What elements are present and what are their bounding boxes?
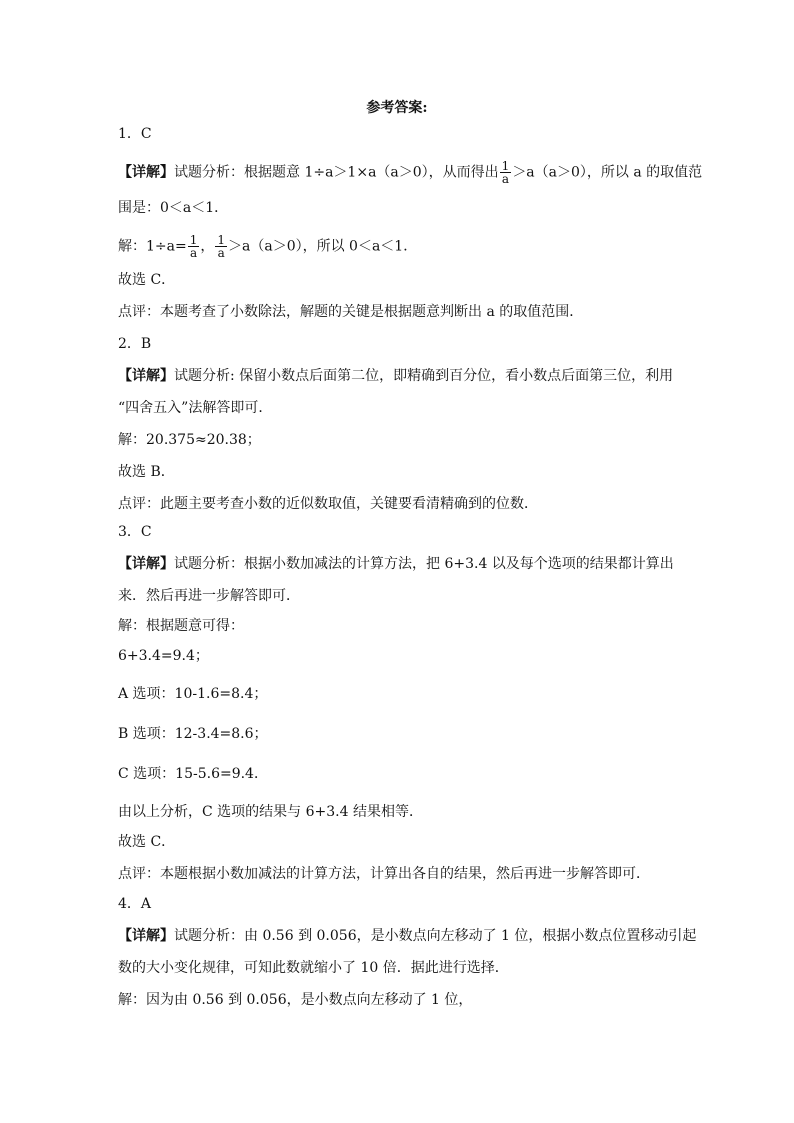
q1-detail-text-b: ＞a（a＞0），所以 a 的取值范 xyxy=(512,164,703,181)
q3-head: 3．C xyxy=(118,524,152,540)
q2-comment: 点评：此题主要考查小数的近似数取值，关键要看清精确到的位数． xyxy=(118,496,538,512)
q2-solution: 解：20.375≈20.38； xyxy=(118,432,261,448)
q2-detail-line1: 【详解】试题分析: 保留小数点后面第二位，即精确到百分位，看小数点后面第三位，利用 xyxy=(118,368,674,384)
q1-choose: 故选 C． xyxy=(118,272,176,288)
q3-analysis: 由以上分析，C 选项的结果与 6+3.4 结果相等． xyxy=(118,804,423,820)
q2-choose: 故选 B． xyxy=(118,464,175,480)
detail-tag: 【详解】 xyxy=(118,164,174,181)
q4-solution: 解：因为由 0.56 到 0.056，是小数点向左移动了 1 位， xyxy=(118,992,473,1008)
q4-detail-line2: 数的大小变化规律，可知此数就缩小了 10 倍．据此进行选择． xyxy=(118,960,509,976)
q3-detail-line2: 来．然后再进一步解答即可． xyxy=(118,588,300,604)
q3-option-b: B 选项：12-3.4=8.6； xyxy=(118,726,268,742)
q3-comment: 点评：本题根据小数加减法的计算方法，计算出各自的结果，然后再进一步解答即可． xyxy=(118,866,650,882)
detail-tag: 【详解】 xyxy=(118,928,174,944)
q1-solution: 解：1÷a= $\frac{1}{a}$ ， $\frac{1}{a}$ ＞a（a＞0），所以 0＜a＜1． xyxy=(118,233,418,260)
detail-tag: 【详解】 xyxy=(118,368,174,384)
q1-detail-text-a: 试题分析：根据题意 1÷a＞1×a（a＞0），从而得出 xyxy=(174,164,499,181)
q1-comment: 点评：本题考查了小数除法，解题的关键是根据题意判断出 a 的取值范围． xyxy=(118,304,584,320)
q3-option-a: A 选项：10-1.6=8.4； xyxy=(118,686,268,702)
detail-tag: 【详解】 xyxy=(118,556,174,572)
q3-choose: 故选 C． xyxy=(118,834,176,850)
q2-head: 2．B xyxy=(118,336,152,352)
q4-detail-line1: 【详解】试题分析：由 0.56 到 0.056，是小数点向左移动了 1 位，根据小数点位置移动引起 xyxy=(118,928,697,944)
fraction-1-over-a: $\frac{1}{a}$ xyxy=(217,233,225,260)
q1-detail-line1 xyxy=(118,159,703,186)
q3-detail-line1: 【详解】试题分析：根据小数加减法的计算方法，把 6+3.4 以及每个选项的结果都计算出 xyxy=(118,556,674,572)
q3-option-c: C 选项：15-5.6=9.4． xyxy=(118,766,268,782)
q3-solution: 解：根据题意可得： xyxy=(118,618,244,634)
q1-detail-line2: 围是：0＜a＜1． xyxy=(118,200,229,216)
page-title: 参考答案: xyxy=(366,100,428,116)
fraction-1-over-a: $\frac{1}{a}$ xyxy=(189,233,198,260)
fraction-1-over-a: $\frac{1}{a}$ xyxy=(501,159,510,186)
q1-head: 1．C xyxy=(118,126,152,142)
q3-equation: 6+3.4=9.4； xyxy=(118,648,209,664)
q2-detail-line2: “四舍五入”法解答即可． xyxy=(118,400,273,416)
q4-head: 4．A xyxy=(118,896,152,912)
